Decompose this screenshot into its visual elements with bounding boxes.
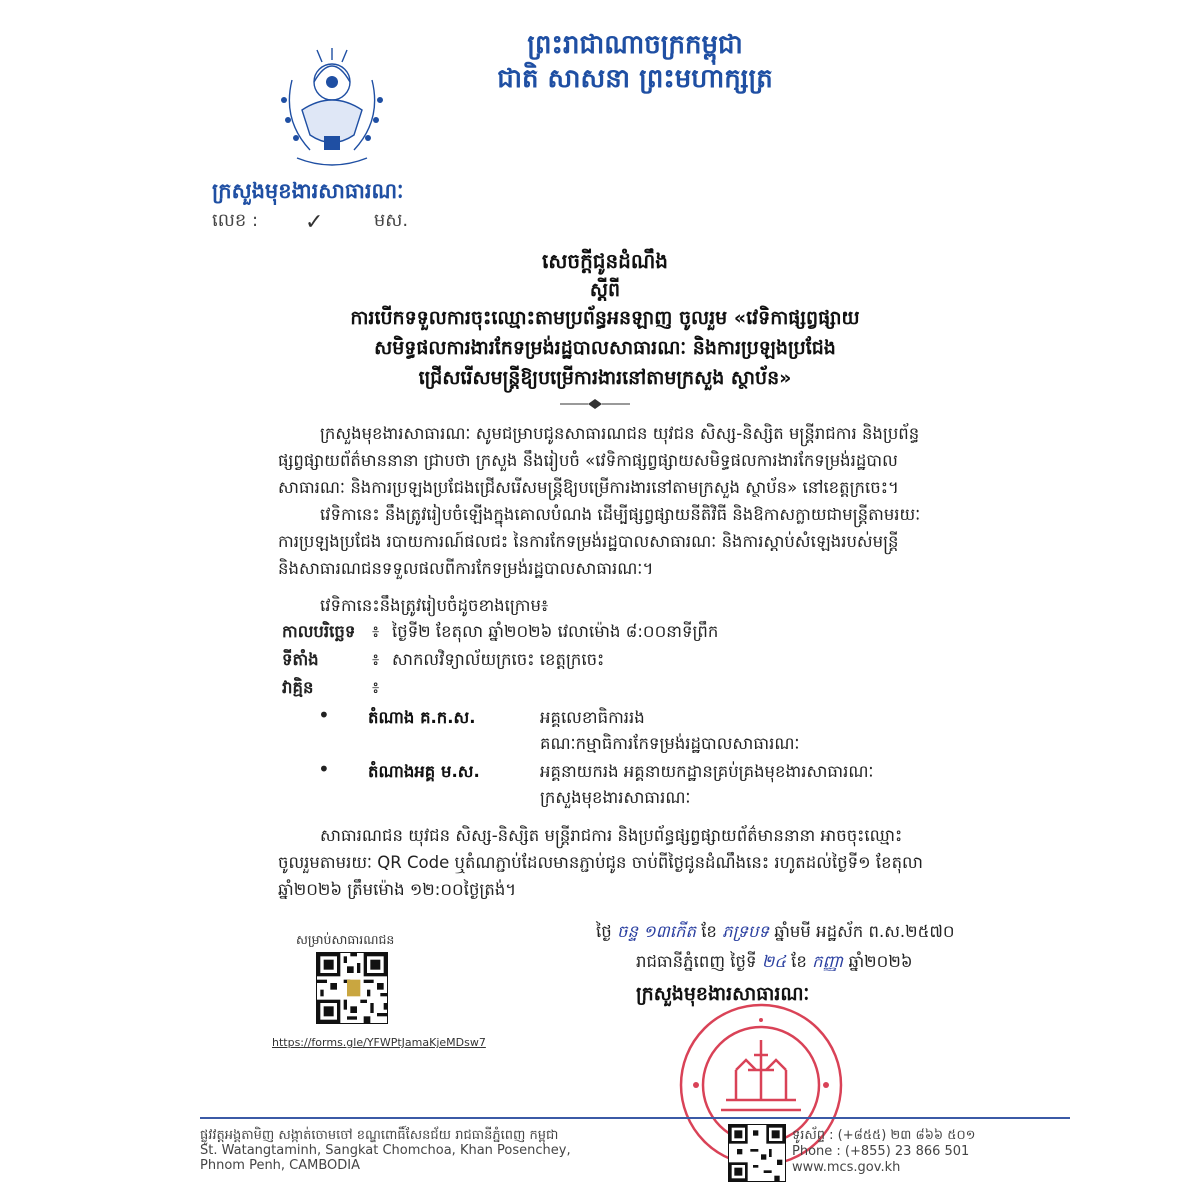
registration-paragraph xyxy=(278,822,938,903)
doc-number-label: លេខ : xyxy=(212,210,259,231)
doc-number-suffix: មស. xyxy=(373,210,409,231)
lunar-date-handwritten: ចន្ទ ១៣កើត xyxy=(616,922,696,941)
notice-subject-label: ស្តីពី xyxy=(589,279,621,301)
schedule-speakers-label: វាគ្មិន xyxy=(282,678,314,697)
speaker-role: អគ្គនាយករង អគ្គនាយកដ្ឋានគ្រប់គ្រងមុខងារសាធារណៈ xyxy=(540,762,874,781)
notice-subject-line-1: ការបើកទទួលការចុះឈ្មោះតាមប្រព័ន្ធអនឡាញ ចូលរួម «វេទិកាផ្សព្វផ្សាយ xyxy=(350,307,860,329)
phone-english: Phone : (+855) 23 866 501 xyxy=(792,1144,970,1159)
checkmark-icon: ✓ xyxy=(305,210,324,235)
lunar-date-prefix: ថ្ងៃ xyxy=(596,922,612,941)
paragraph-line: និងសាធារណជនទទួលផលពីការកែទម្រង់រដ្ឋបាលសាធារណៈ។ xyxy=(278,559,654,578)
schedule-intro xyxy=(278,592,938,619)
schedule-location-label: ទីតាំង xyxy=(282,650,319,669)
paragraph-line: ផ្សព្វផ្សាយព័ត៌មាននានា ជ្រាបថា ក្រសួង នឹងរៀបចំ «វេទិកាផ្សព្វផ្សាយសមិទ្ធផលការងារកែទម្រង់រដ្ឋបាល xyxy=(278,451,898,470)
paragraph-line: ឆ្នាំ២០២៦ ត្រឹមម៉ោង ១២:០០ថ្ងៃត្រង់។ xyxy=(278,880,517,899)
footer-address xyxy=(200,1128,571,1173)
lunar-month-handwritten: ភទ្របទ xyxy=(722,922,769,941)
divider-ornament xyxy=(560,398,630,410)
header-kingdom-block xyxy=(470,28,800,96)
lunar-year: ឆ្នាំមមី អដ្ឋស័ក ព.ស.២៥៧០ xyxy=(774,922,955,941)
registration-link[interactable]: https://forms.gle/YFWPtJamaKjeMDsw7 xyxy=(272,1036,486,1049)
schedule-date-label: កាលបរិច្ឆេទ xyxy=(282,622,356,641)
website-link[interactable]: www.mcs.gov.kh xyxy=(792,1160,901,1175)
paragraph-line: ការប្រឡងប្រជែង របាយការណ៍ផលជះ នៃការកែទម្រង់រដ្ឋបាលសាធារណៈ និងការស្តាប់សំឡេងរបស់មន្ត្រី xyxy=(278,532,899,551)
speaker-rep: តំណាងអគ្គ ម.ស. xyxy=(368,762,480,781)
paragraph-line: វេទិកានេះ នឹងត្រូវរៀបចំឡើងក្នុងគោលបំណង ដើម្បីផ្សព្វផ្សាយនីតិវិធី និងឱកាសក្លាយជាមន្ត្រីតាមរយៈ xyxy=(320,505,921,524)
signatory-ministry: ក្រសួងមុខងារសាធារណៈ xyxy=(636,983,810,1005)
address-english-line-1: St. Watangtaminh, Sangkat Chomchoa, Khan Posenchey, xyxy=(200,1143,571,1158)
speaker-role-org: ក្រសួងមុខងារសាធារណៈ xyxy=(540,788,691,807)
speaker-role: អគ្គលេខាធិការរង xyxy=(540,708,645,727)
website-qr-code[interactable] xyxy=(728,1124,786,1182)
qr-caption: សម្រាប់សាធារណជន xyxy=(296,932,395,947)
schedule-intro-text: វេទិកានេះនឹងត្រូវរៀបចំដូចខាងក្រោម៖ xyxy=(320,596,549,615)
paragraph-line: សាធារណជន យុវជន សិស្ស-និស្សិត មន្ត្រីរាជការ និងប្រព័ន្ធផ្សព្វផ្សាយព័ត៌មាននានា អាចចុះឈ្មោះ xyxy=(320,826,903,845)
lunar-month-label: ខែ xyxy=(701,922,717,941)
solar-date xyxy=(636,952,913,976)
royal-emblem xyxy=(262,40,402,180)
footer-divider xyxy=(200,1117,1070,1119)
paragraph-line: ចូលរួមតាមរយៈ QR Code ឬតំណភ្ជាប់ដែលមានភ្ជាប់ជូន ចាប់ពីថ្ងៃជូនដំណឹងនេះ រហូតដល់ថ្ងៃទី១ ខែតុលា xyxy=(278,853,924,872)
schedule-location-value: សាកលវិទ្យាល័យក្រចេះ ខេត្តក្រចេះ xyxy=(392,650,605,669)
footer-contact xyxy=(792,1128,976,1176)
notice-subject-line-3: ជ្រើសរើសមន្ត្រីឱ្យបម្រើការងារនៅតាមក្រសួង ស្ថាប័ន» xyxy=(418,367,792,389)
bullet-icon: • xyxy=(318,757,330,781)
solar-year: ឆ្នាំ២០២៦ xyxy=(848,952,913,971)
speaker-role-org: គណៈកម្មាធិការកែទម្រង់រដ្ឋបាលសាធារណៈ xyxy=(540,734,800,753)
solar-day-handwritten: ២៤ xyxy=(761,952,786,971)
lunar-date xyxy=(596,922,955,946)
ministry-name: ក្រសួងមុខងារសាធារណៈ xyxy=(212,179,404,203)
solar-date-prefix: រាជធានីភ្នំពេញ ថ្ងៃទី xyxy=(636,952,757,971)
address-english-line-2: Phnom Penh, CAMBODIA xyxy=(200,1158,361,1173)
notice-title: សេចក្តីជូនដំណឹង xyxy=(542,249,668,273)
address-khmer: ផ្លូវវត្តអង្គតាមិញ សង្កាត់ចោមចៅ ខណ្ឌពោធិ៍សែនជ័យ រាជធានីភ្នំពេញ កម្ពុជា xyxy=(200,1128,559,1143)
schedule-date-value: ថ្ងៃទី២ ខែតុលា ឆ្នាំ២០២៦ វេលាម៉ោង ៨:០០នាទីព្រឹក xyxy=(392,622,719,641)
national-motto: ជាតិ សាសនា ព្រះមហាក្សត្រ xyxy=(497,64,773,94)
paragraph-line: ក្រសួងមុខងារសាធារណៈ សូមជម្រាបជូនសាធារណជន យុវជន សិស្ស-និស្សិត មន្ត្រីរាជការ និងប្រព័ន្ធ xyxy=(320,424,920,443)
speaker-rep: តំណាង គ.ក.ស. xyxy=(368,708,476,727)
kingdom-title: ព្រះរាជាណាចក្រកម្ពុជា xyxy=(527,30,743,60)
intro-paragraph xyxy=(278,420,938,582)
solar-month-handwritten: កញ្ញា xyxy=(812,952,844,971)
notice-subject-line-2: សមិទ្ធផលការងារកែទម្រង់រដ្ឋបាលសាធារណៈ និងការប្រឡងប្រជែង xyxy=(374,337,836,359)
schedule-date-sep: ៖ xyxy=(372,622,380,641)
bullet-icon: • xyxy=(318,703,330,727)
schedule-speakers-sep: ៖ xyxy=(372,678,380,697)
phone-khmer: ទូរស័ព្ទ : (+៨៥៥) ២៣ ៨៦៦ ៥០១ xyxy=(792,1128,976,1143)
registration-qr-code[interactable] xyxy=(316,952,388,1024)
schedule-location-sep: ៖ xyxy=(372,650,380,669)
solar-month-label: ខែ xyxy=(791,952,807,971)
paragraph-line: សាធារណៈ និងការប្រឡងប្រជែងជ្រើសរើសមន្ត្រីឱ្យបម្រើការងារនៅតាមក្រសួង ស្ថាប័ន» នៅខេត្តក្រចេះ។ xyxy=(278,478,899,497)
